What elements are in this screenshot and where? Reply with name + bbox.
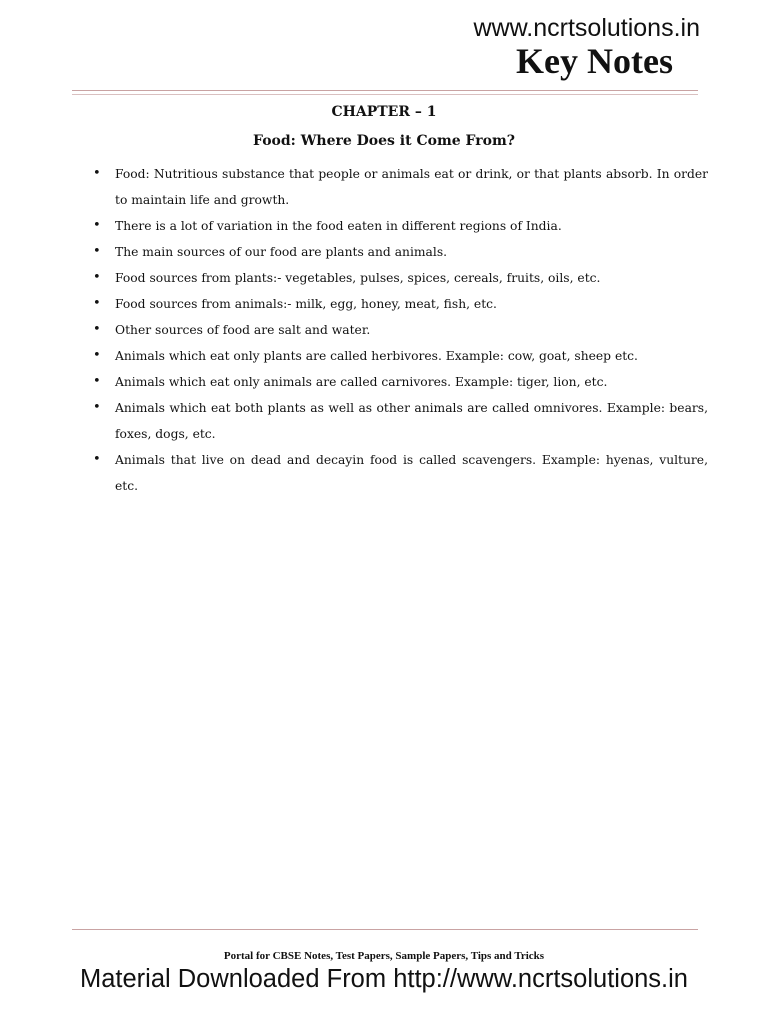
chapter-title: Food: Where Does it Come From? <box>253 133 515 149</box>
list-item: • Animals which eat both plants as well as other animals are called omnivores. Example: bears, foxes, dogs, etc. <box>93 395 708 447</box>
list-item: • Animals which eat only plants are called herbivores. Example: cow, goat, sheep etc. <box>93 343 708 369</box>
list-item: • The main sources of our food are plants and animals. <box>93 239 708 265</box>
list-item: • Food: Nutritious substance that people or animals eat or drink, or that plants absorb. In order to maintain life and growth. <box>93 161 708 213</box>
site-url: www.ncrtsolutions.in <box>473 14 700 42</box>
chapter-number: CHAPTER – 1 <box>331 104 437 120</box>
header-divider <box>72 90 698 91</box>
header-divider-secondary <box>72 94 698 95</box>
footer-divider <box>72 929 698 930</box>
list-item: • There is a lot of variation in the food eaten in different regions of India. <box>93 213 708 239</box>
notes-list <box>93 161 708 499</box>
doc-title: Key Notes <box>516 41 673 81</box>
list-item: • Food sources from animals:- milk, egg, honey, meat, fish, etc. <box>93 291 708 317</box>
footer-portal-text: Portal for CBSE Notes, Test Papers, Sample Papers, Tips and Tricks <box>223 950 545 962</box>
list-item: • Food sources from plants:- vegetables, pulses, spices, cereals, fruits, oils, etc. <box>93 265 708 291</box>
footer-download-text: Material Downloaded From http://www.ncrtsolutions.in <box>79 965 688 993</box>
list-item: • Animals which eat only animals are called carnivores. Example: tiger, lion, etc. <box>93 369 708 395</box>
list-item: • Other sources of food are salt and water. <box>93 317 708 343</box>
list-item: • Animals that live on dead and decayin food is called scavengers. Example: hyenas, vulture, etc. <box>93 447 708 499</box>
